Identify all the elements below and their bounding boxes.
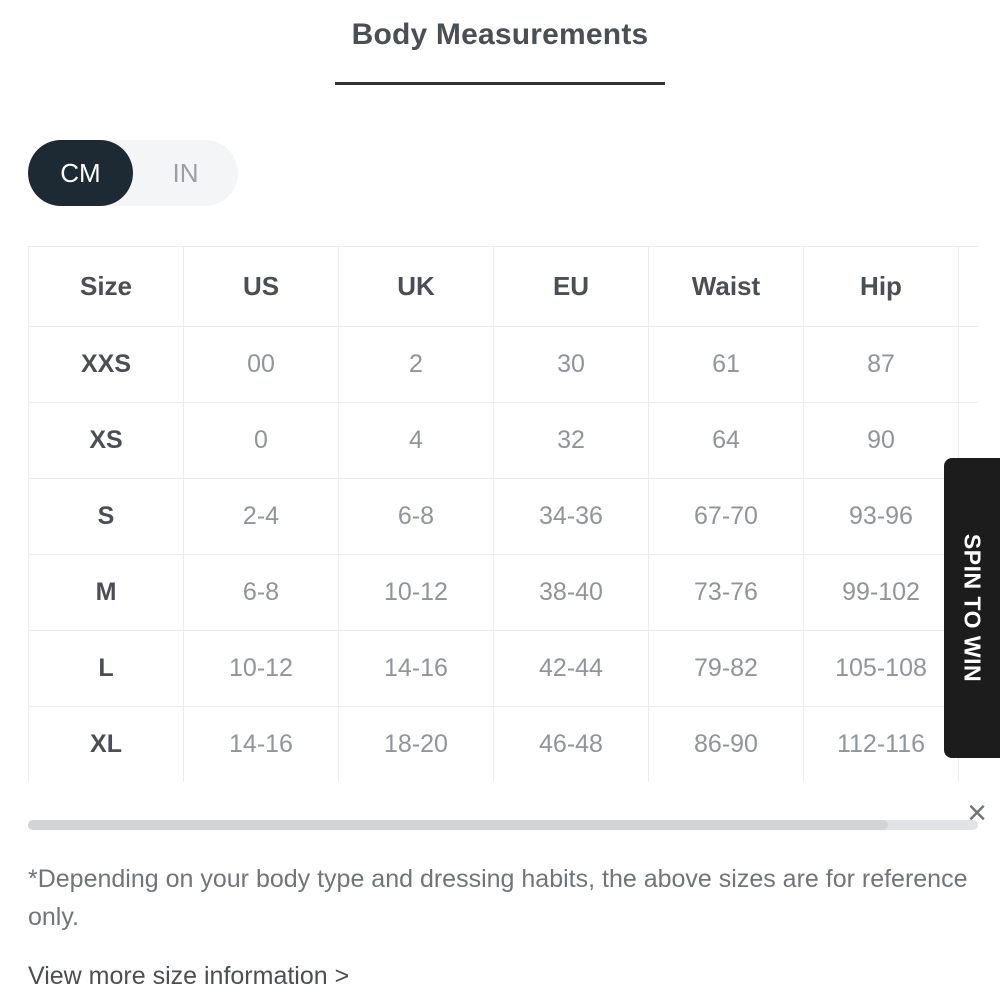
table-cell: 32 (494, 403, 649, 479)
table-row (29, 707, 979, 783)
close-icon[interactable]: × (967, 794, 987, 832)
horizontal-scrollbar-thumb[interactable] (28, 820, 888, 830)
view-more-size-information-link[interactable]: View more size information > (28, 962, 350, 990)
table-cell: 38-40 (494, 555, 649, 631)
table-header-cell: UK (339, 247, 494, 327)
page-title-container (0, 18, 1000, 85)
size-table (28, 246, 978, 782)
table-row (29, 327, 979, 403)
table-row (29, 631, 979, 707)
table-cell-size: S (29, 479, 184, 555)
table-cell: 90 (804, 403, 959, 479)
table-cell: 46-48 (494, 707, 649, 783)
table-cell: 2-4 (184, 479, 339, 555)
table-row (29, 555, 979, 631)
table-cell: 2 (339, 327, 494, 403)
table-cell: 93-96 (804, 479, 959, 555)
table-cell: 4 (339, 403, 494, 479)
spin-to-win-label: SPIN TO WIN (959, 533, 986, 683)
table-cell: 00 (184, 327, 339, 403)
horizontal-scrollbar[interactable] (28, 820, 978, 830)
table-cell: 30 (494, 327, 649, 403)
unit-option-cm[interactable]: CM (28, 140, 133, 206)
table-header-cell: Hip (804, 247, 959, 327)
unit-toggle[interactable] (28, 140, 238, 206)
table-row (29, 403, 979, 479)
table-cell-size: XXS (29, 327, 184, 403)
unit-option-in[interactable]: IN (172, 158, 199, 188)
spin-to-win-tab[interactable] (944, 458, 1000, 758)
table-cell-overflow (959, 327, 979, 403)
table-header-cell: US (184, 247, 339, 327)
table-header-cell-overflow (959, 247, 979, 327)
table-cell: 18-20 (339, 707, 494, 783)
table-header-cell: Size (29, 247, 184, 327)
page-title: Body Measurements (335, 18, 665, 85)
table-cell: 14-16 (339, 631, 494, 707)
table-header-cell: EU (494, 247, 649, 327)
table-cell-size: XS (29, 403, 184, 479)
table-cell: 10-12 (339, 555, 494, 631)
table-row (29, 479, 979, 555)
table-cell: 67-70 (649, 479, 804, 555)
table-cell: 87 (804, 327, 959, 403)
table-cell: 73-76 (649, 555, 804, 631)
table-cell: 99-102 (804, 555, 959, 631)
table-cell-size: L (29, 631, 184, 707)
table-header-cell: Waist (649, 247, 804, 327)
table-header-row (29, 247, 979, 327)
table-cell: 42-44 (494, 631, 649, 707)
table-cell: 14-16 (184, 707, 339, 783)
table-cell: 105-108 (804, 631, 959, 707)
table-cell: 6-8 (184, 555, 339, 631)
table-cell: 61 (649, 327, 804, 403)
table-cell-size: XL (29, 707, 184, 783)
table-cell: 64 (649, 403, 804, 479)
size-table-scroll-area[interactable] (28, 246, 978, 782)
table-cell: 10-12 (184, 631, 339, 707)
table-cell: 0 (184, 403, 339, 479)
table-cell: 6-8 (339, 479, 494, 555)
table-cell: 34-36 (494, 479, 649, 555)
disclaimer-note: *Depending on your body type and dressing habits, the above sizes are for reference only. (28, 865, 968, 931)
table-cell: 79-82 (649, 631, 804, 707)
table-cell-size: M (29, 555, 184, 631)
table-cell: 112-116 (804, 707, 959, 783)
table-cell: 86-90 (649, 707, 804, 783)
